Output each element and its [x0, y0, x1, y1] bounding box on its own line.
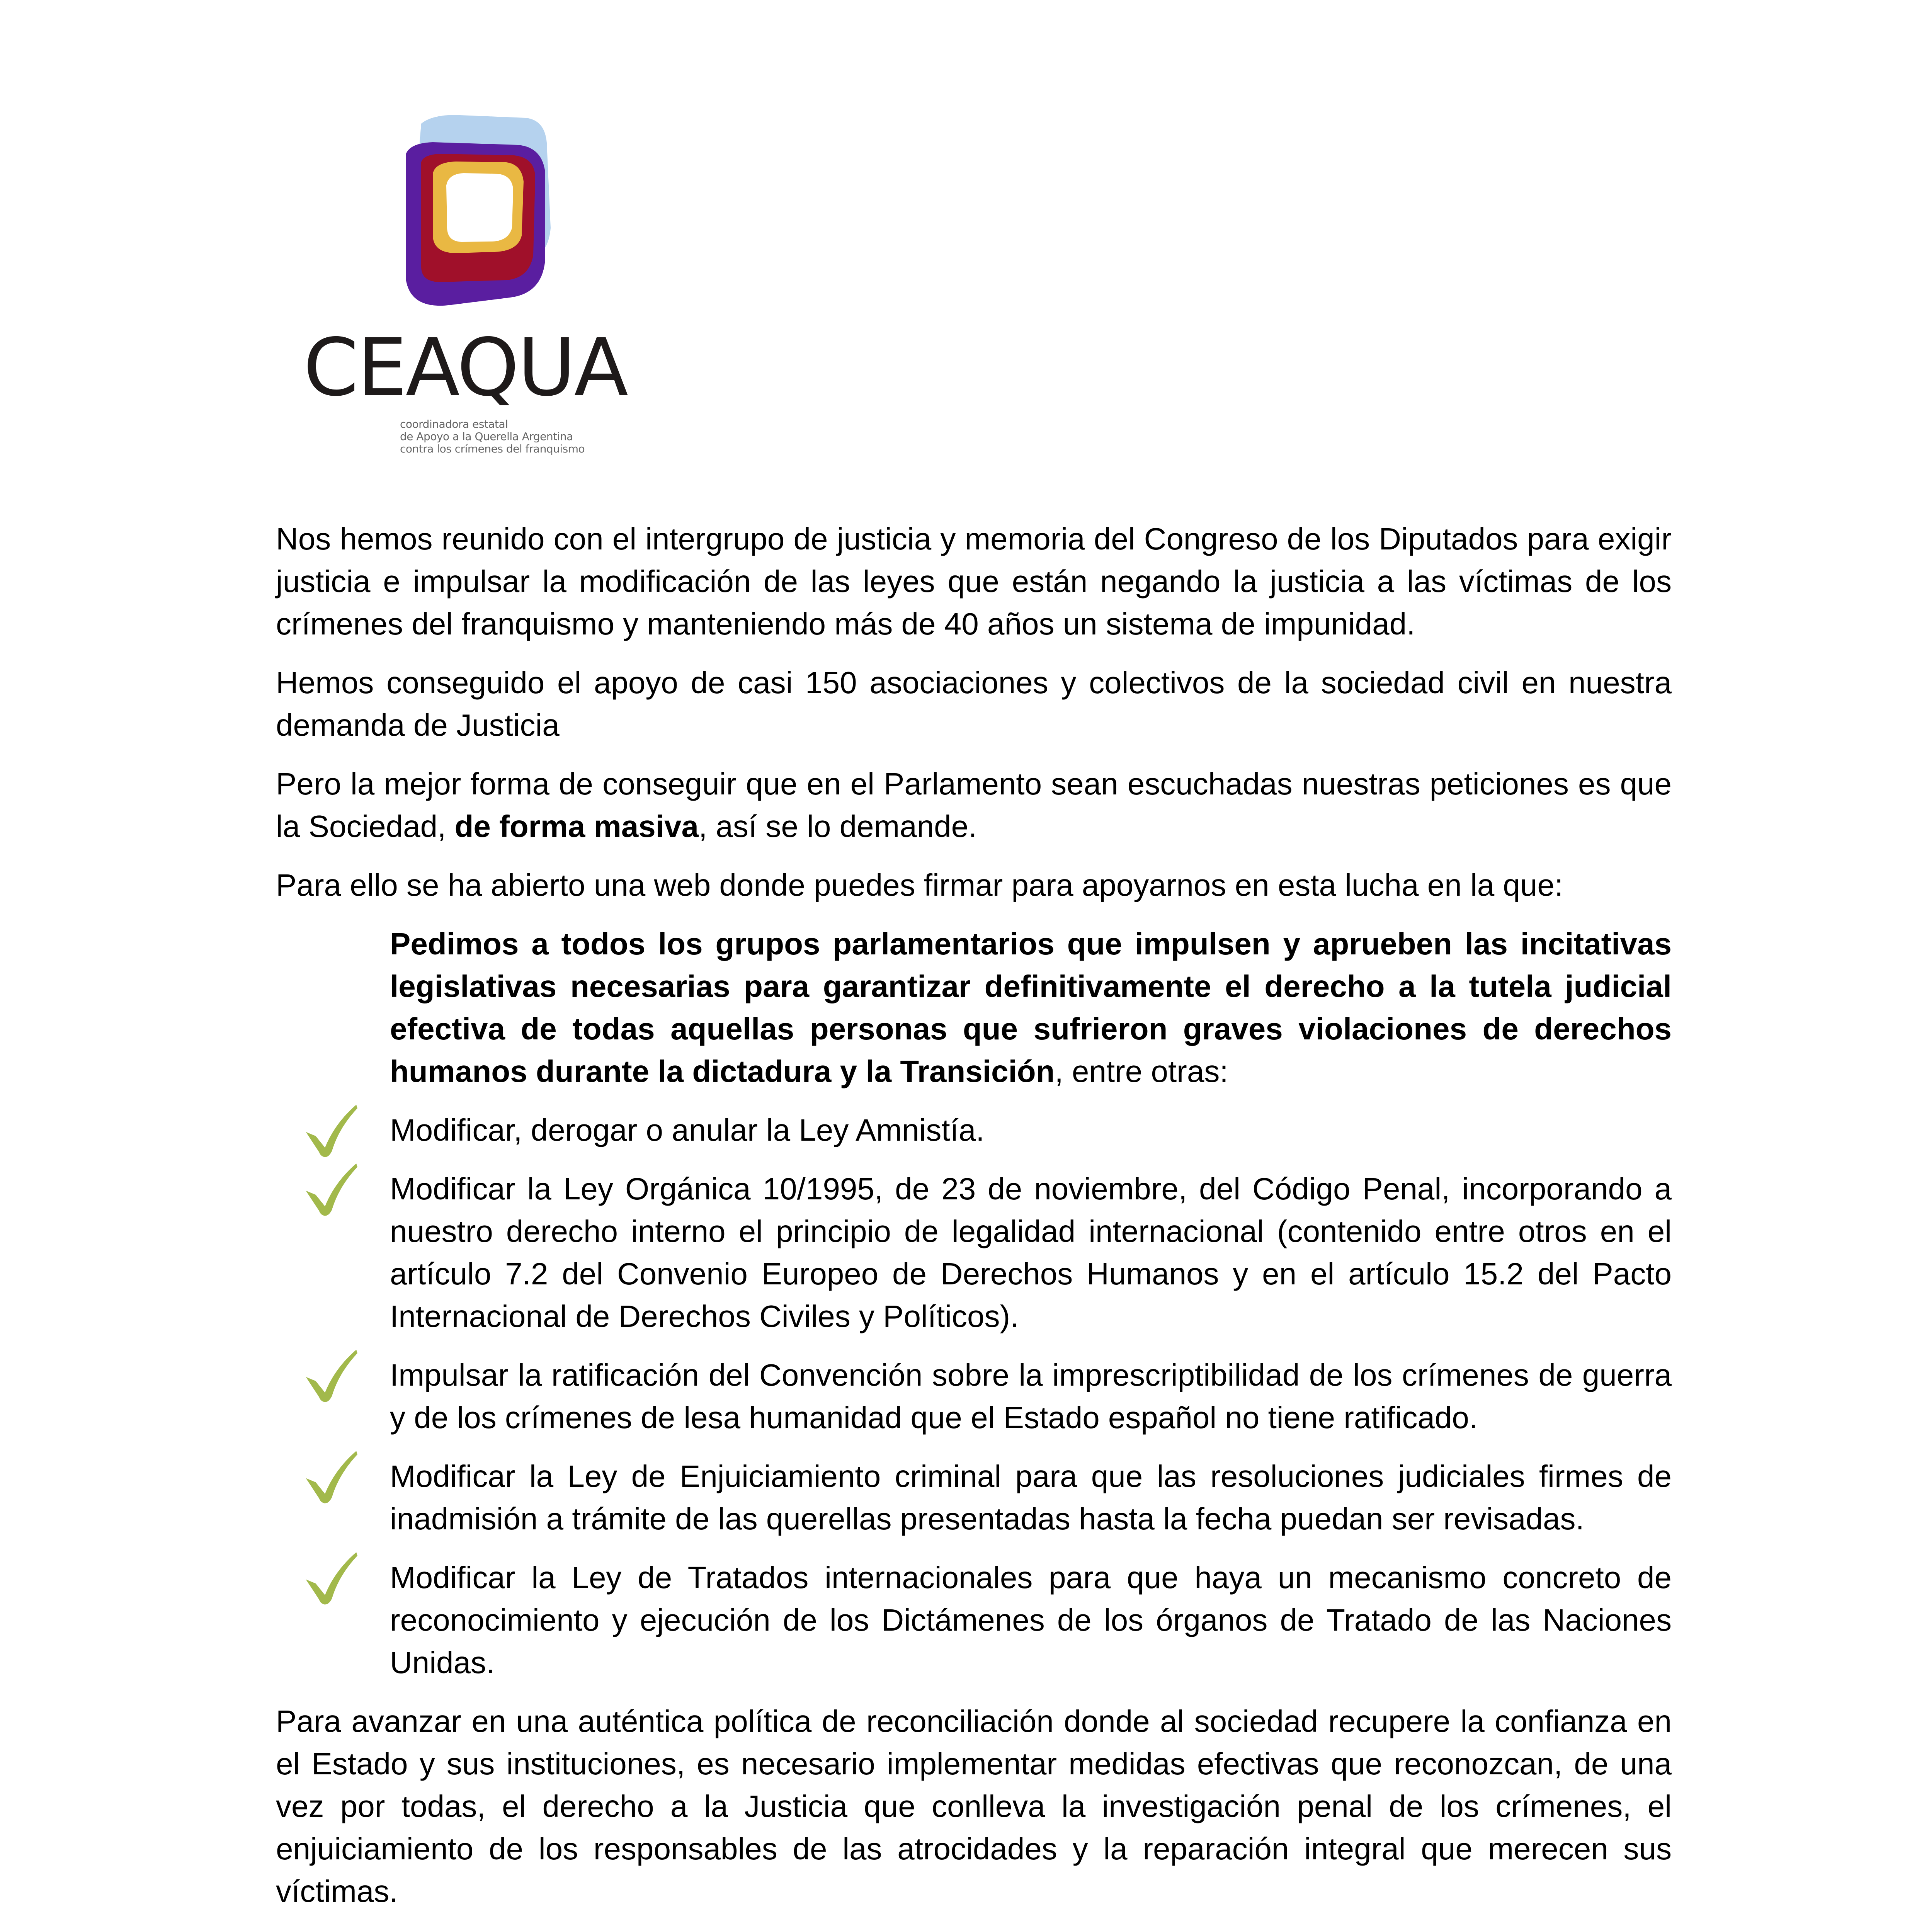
paragraph-closing: Para avanzar en una auténtica política de reconciliación donde al sociedad recupere la confianza en el Estado y sus instituciones, es necesario implementar medidas efectivas que reconozcan, de una vez por todas, el derecho a la Justicia que conlleva la investigación penal de los crímenes, el enjuiciamiento de los responsables de las atrocidades y la reparación integral que merecen sus víctimas. — [276, 1704, 1672, 1908]
checklist-item: Modificar la Ley Orgánica 10/1995, de 23 de noviembre, del Código Penal, incorporando a nuestro derecho interno el principio de legalidad internacional (contenido entre otros en el artículo 7.2 del Convenio Europeo de Derechos Humanos y en el artículo 15.2 del Pacto Internacional de Derechos Civiles y Políticos). — [390, 1168, 1672, 1338]
paragraph-support: Hemos conseguido el apoyo de casi 150 asociaciones y colectivos de la sociedad civil en nuestra demanda de Justicia — [276, 665, 1672, 742]
logo-subtitle-line: contra los crímenes del franquismo — [400, 442, 585, 455]
checklist-item: Modificar la Ley de Tratados internacionales para que haya un mecanismo concreto de reconocimiento y ejecución de los Dictámenes de los órganos de Tratado de las Naciones Unidas. — [390, 1556, 1672, 1684]
ceaqua-logo-mark — [294, 112, 634, 468]
paragraph-parliament: Pero la mejor forma de conseguir que en el Parlamento sean escuchadas nuestras peticiones es que la Sociedad, de forma masiva, así se lo demande. — [276, 767, 1672, 844]
checkmark-icon — [303, 1098, 361, 1160]
video-link-row — [276, 1929, 1672, 1932]
checklist-item: Modificar la Ley de Enjuiciamiento criminal para que las resoluciones judiciales firmes de inadmisión a trámite de las querellas presentadas hasta la fecha puedan ser revisadas. — [390, 1455, 1672, 1540]
logo-subtitle — [400, 418, 585, 455]
demand-statement: Pedimos a todos los grupos parlamentarios que impulsen y aprueben las incitativas legislativas necesarias para garantizar definitivamente el derecho a la tutela judicial efectiva de todas aquellas personas que sufrieron graves violaciones de derechos humanos durante la dictadura y la Transición, entre otras: — [390, 927, 1672, 1088]
checklist-item: Modificar, derogar o anular la Ley Amnistía. — [390, 1109, 1672, 1151]
checkmark-icon — [303, 1546, 361, 1607]
paragraph-web: Para ello se ha abierto una web donde puedes firmar para apoyarnos en esta lucha en la que: — [276, 868, 1563, 902]
emphasis-bold: de forma masiva — [454, 809, 699, 844]
checkmark-icon — [303, 1157, 361, 1219]
checkmark-icon — [303, 1343, 361, 1405]
paragraph-meeting: Nos hemos reunido con el intergrupo de justicia y memoria del Congreso de los Diputados para exigir justicia e impulsar la modificación de las leyes que están negando la justicia a las víctimas de los crímenes del franquismo y manteniendo más de 40 años un sistema de impunidad. — [276, 522, 1672, 641]
document-body — [276, 518, 1672, 1932]
checklist-item: Impulsar la ratificación del Convención sobre la imprescriptibilidad de los crímenes de guerra y de los crímenes de lesa humanidad que el Estado español no tiene ratificado. — [390, 1354, 1672, 1439]
checkmark-icon — [303, 1444, 361, 1506]
logo-icon — [294, 112, 634, 344]
logo-subtitle-line: coordinadora estatal — [400, 418, 508, 430]
logo-name: CEAQUA — [303, 322, 627, 414]
logo-subtitle-line: de Apoyo a la Querella Argentina — [400, 430, 573, 443]
